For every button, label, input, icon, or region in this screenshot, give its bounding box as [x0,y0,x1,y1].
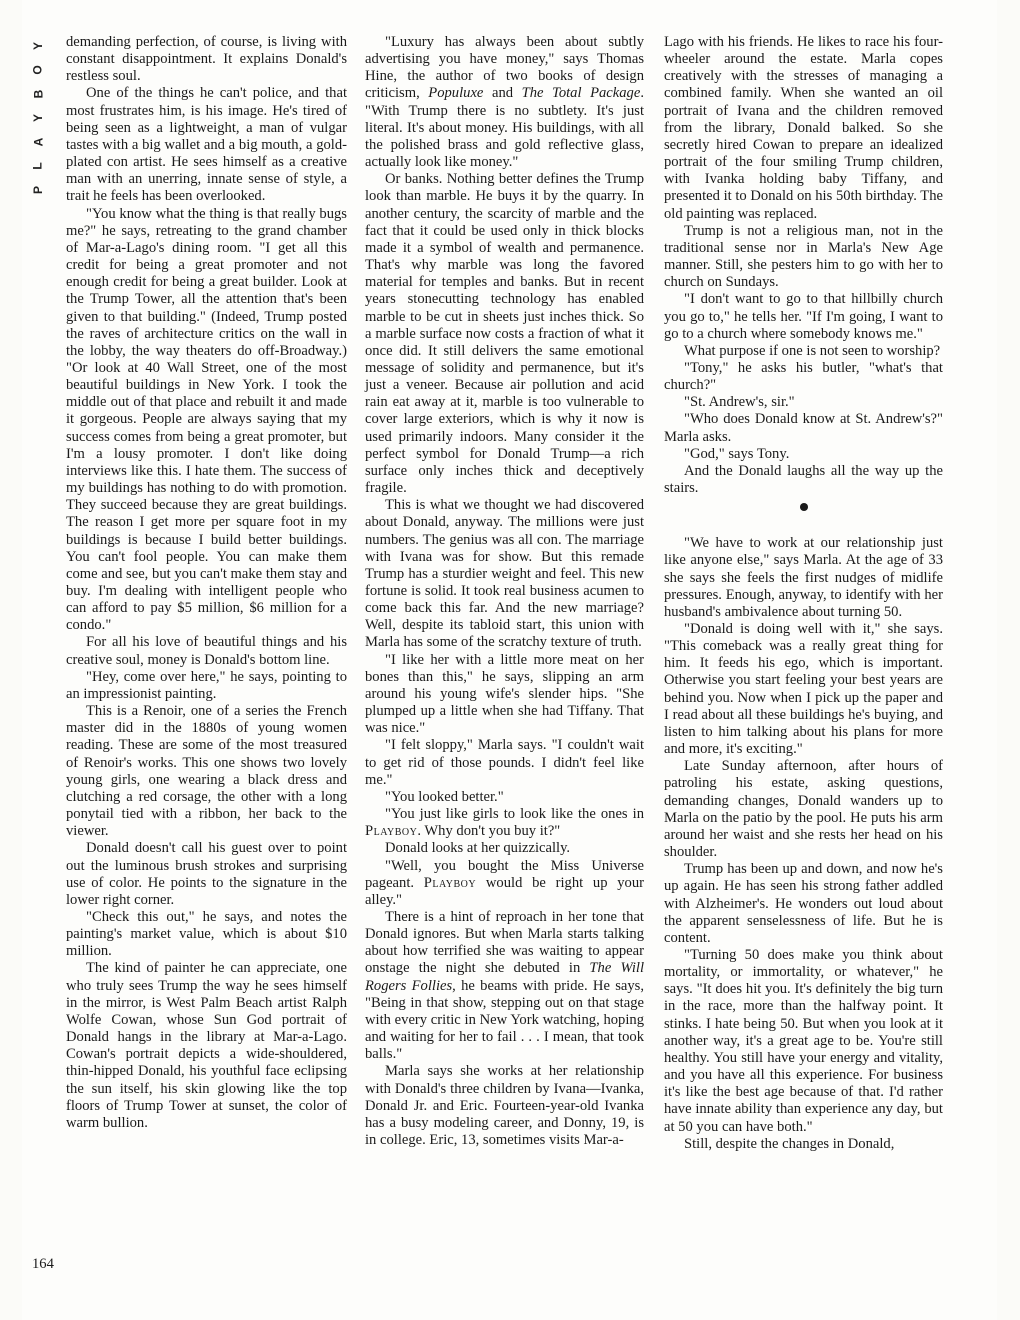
paragraph: And the Donald laughs all the way up the stairs. [664,462,943,497]
paragraph: "God," says Tony. [684,445,790,462]
paragraph: This is what we thought we had discovered about Donald, anyway. The millions were just numbers. The genius was all con. The marriage with Ivana was for show. But this remade Trump has a sturdier weight and feel. This new fortune is solid. It took real business acumen to come back this far. And the new marriage? Well, despite its tabloid start, this union with Marla has some of the scratchy texture of truth. [365,497,644,651]
article-column-3 [664,34,943,1153]
paragraph: What purpose if one is not seen to worship? [684,342,941,359]
paragraph: "Who does Donald know at St. Andrew's?" Marla asks. [664,411,943,445]
paragraph: "Luxury has always been about subtly advertising you have money," says Thomas Hine, the author of two books of design criticism, Populuxe and The Total Package. "With Trump there is no subtlety. It's just literal. It's about money. His buildings, with all the polished brass and gold reflective glass, actually look like money." [365,34,644,171]
masthead-vertical [30,34,46,202]
paragraph: "We have to work at our relationship just like anyone else," says Marla. At the age of 33 she says she feels the first nudges of midlife pressures. Enough, anyway, to identify with her husband's ambivalence about turning 50. [664,535,943,620]
paragraph: One of the things he can't police, and that most frustrates him, is his image. He's tired of being seen as a lightweight, a man of vulgar tastes with a big wallet and a big mouth, a gold-plated con artist. He sees himself as a creative man with an unerring, innate sense of style, a trait he feels has been overlooked. [66,85,347,205]
paragraph: Donald doesn't call his guest over to point out the luminous brush strokes and surprising use of color. He points to the signature in the lower right corner. [66,840,347,908]
article-column-1 [66,34,347,1132]
paragraph: "You looked better." [385,788,504,805]
book-title: Populuxe [428,85,484,102]
masthead-letter: Y [30,41,45,51]
masthead-letter: A [30,137,45,147]
masthead-letter: B [30,89,45,99]
paragraph: "Hey, come over here," he says, pointing to an impressionist painting. [66,668,347,702]
show-title: The Will Rogers Follies [365,960,644,994]
paragraph: "You just like girls to look like the ones in Playboy. Why don't you buy it?" [365,806,644,840]
paragraph: Marla says she works at her relationship with Donald's three children by Ivana—Ivanka, Donald Jr. and Eric. Fourteen-year-old Ivanka has a busy modeling career, and Donny, 19, is in college. Eric, 13, sometimes visits Mar-a- [365,1063,644,1148]
paragraph: The kind of painter he can appreciate, one who truly sees Trump the way he sees himself in the mirror, is West Palm Beach artist Ralph Wolfe Cowan, whose Sun God portrait of Donald hangs in the library at Mar-a-Lago. Cowan's portrait depicts a wide-shouldered, thin-hipped Donald, his youthful face eclipsing the sun itself, his skin glowing like the top floors of Trump Tower at sunset, the color of warm bullion. [66,960,347,1131]
book-title: The Total Package [521,85,641,102]
paragraph: This is a Renoir, one of a series the French master did in the 1880s of young women reading. These are some of the most treasured of Renoir's works. This one shows two lovely young girls, one wearing a black dress and clutching a red corsage, the other with a long ponytail tied with a ribbon, her back to the viewer. [66,703,347,840]
masthead-letter: O [31,65,45,75]
masthead-letter: P [30,185,45,195]
article-column-2 [365,34,644,1149]
paragraph: "Well, you bought the Miss Universe pageant. Playboy would be right up your alley." [365,857,644,908]
section-break-dot [800,503,808,511]
paragraph: Or banks. Nothing better defines the Trump look than marble. He buys it by the quarry. In another century, the scarcity of marble and the fact that it could be used only in thick blocks made it a symbol of wealth and permanence. That's why marble was long the favored material for temples and banks. But in recent years stonecutting technology has enabled marble to be cut in sheets just inches thick. So a marble surface now costs a fraction of what it once did. It still delivers the same emotional message of solidity and permanence, but it's just a veneer. Because air pollution and acid rain eat away at it, marble is too vulnerable to cover large exteriors, which is why it now is used primarily indoors. Many consider it the perfect symbol for Donald Trump—a rich surface only inches thick and deceptively fragile. [365,171,644,497]
paragraph: Trump is not a religious man, not in the traditional sense nor in Marla's New Age manner. Still, she pesters him to go with her to church on Sundays. [664,222,943,291]
masthead-letter: Y [30,113,45,123]
paragraph: "Tony," he asks his butler, "what's that church?" [664,359,943,394]
paragraph: Lago with his friends. He likes to race his four-wheeler around the estate. Marla copes creatively with the stresses of managing a combined family. When she wanted an oil portrait of Ivana and the children removed from the library, Donald balked. So she secretly hired Cowan to prepare an idealized portrait of the four smiling Trump children, with Ivanka holding baby Tiffany, and presented it to Donald on his 50th birthday. The old painting was replaced. [664,34,943,222]
paragraph: "Turning 50 does make you think about mortality, or immortality, or whatever," he says. "It does hit you. It's definitely the big turn in the race, more than the halfway point. It stinks. I hate being 50. But when you look at it another way, it's a great age to be. You're still healthy. You still have your energy and vitality, and you have all this experience. For business it's like the best age because of that. I'd rather have innate ability than experience any day, but at 50 you can have both." [664,946,943,1135]
paragraph: "Check this out," he says, and notes the painting's market value, which is about $10 million. [66,908,347,960]
paragraph: There is a hint of reproach in her tone that Donald ignores. But when Marla starts talking about how terrified she was waiting to appear onstage the night she debuted in The Will Rogers Follies, he beams with pride. He says, "Being in that show, stepping out on that stage with every critic in New York watching, hoping and waiting for her to fail . . . I mean, that took balls." [365,908,644,1063]
paragraph: Late Sunday afternoon, after hours of patroling his estate, asking questions, demanding changes, Donald wanders up to Marla on the patio by the pool. He puts his arm around her waist and she rests her head on his shoulder. [664,758,943,861]
magazine-name: Playboy [423,874,477,891]
paragraph: Donald looks at her quizzically. [385,840,571,857]
paragraph: demanding perfection, of course, is living with constant disappointment. It explains Donald's restless soul. [66,34,347,85]
masthead-letter: L [31,162,45,170]
paragraph: "Donald is doing well with it," she says. "This comeback was a really great thing for him. It feeds his ego, which is important. Otherwise you start feeling your best years are behind you. Now when I pick up the paper and I read about all these buildings he's buying, and listen to him talking about his plans for more and more, it's exciting." [664,621,943,758]
paragraph: Trump has been up and down, and now he's up again. He has seen his strong father addled with Alzheimer's. He wonders out loud about the apparent senselessness of life. But he is content. [664,861,943,946]
paragraph: Still, despite the changes in Donald, [684,1135,895,1152]
page-number: 164 [32,1256,54,1272]
magazine-name: Playboy [365,823,418,840]
paragraph: "St. Andrew's, sir." [684,394,795,411]
paragraph: "I felt sloppy," Marla says. "I couldn't wait to get rid of those pounds. I didn't feel like me." [365,737,644,788]
paragraph: "You know what the thing is that really bugs me?" he says, retreating to the grand chamber of Mar-a-Lago's dining room. "I get all this credit for being a great promoter and not enough credit for being a great builder. Look at the Trump Tower, all the attention that's been given to that building." (Indeed, Trump posted the raves of architecture critics on the wall in the lobby, the way theaters do off-Broadway.) "Or look at 40 Wall Street, one of the most beautiful buildings in New York. I took the middle out of that place and rebuilt it and made it gorgeous. People are always saying that my success comes from being a great promoter, but I'm a lousy promoter. I don't like doing interviews like this. I hate them. The success of my buildings has nothing to do with promotion. They succeed because they are great buildings. The reason I get more per square foot in my buildings is because I build better buildings. You can't fool people. You can make them come and see, but you can't make them stay and buy. I'm dealing with intelligent people who can afford to pay $5 million, $6 million for a condo." [66,205,347,634]
paragraph: "I don't want to go to that hillbilly church you go to," he tells her. "If I'm going, I want to go to a church where somebody knows me." [664,291,943,342]
paragraph: "I like her with a little more meat on her bones than this," he says, slipping an arm around his young wife's slender hips. "She plumped up a little when she had Tiffany. That was nice." [365,651,644,737]
paragraph: For all his love of beautiful things and his creative soul, money is Donald's bottom line. [66,634,347,668]
